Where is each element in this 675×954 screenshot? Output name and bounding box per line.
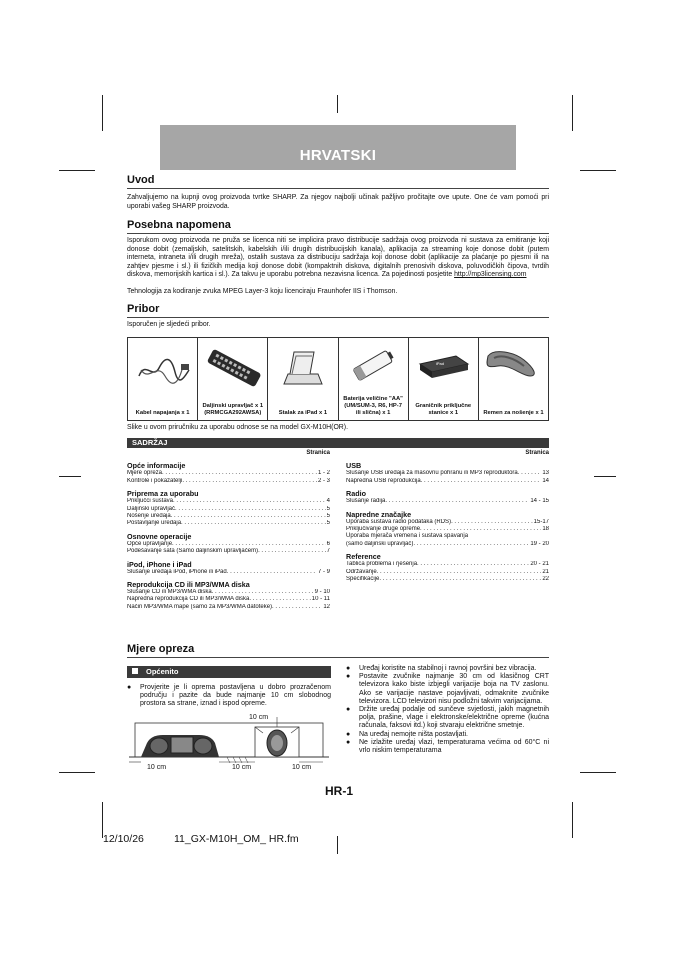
dock-adapter-icon xyxy=(416,346,470,382)
toc-entry-label: Način MP3/WMA mape (samo za MP3/WMA datoteke) xyxy=(127,603,273,610)
accessory-cell xyxy=(409,338,479,420)
toc-entry-label: (samo daljinski upravljač) xyxy=(346,540,414,547)
toc-entry-label: Napredna reprodukcija CD ili MP3/WMA diska xyxy=(127,596,250,603)
posebna-text2: Tehnologija za kodiranje zvuka MPEG Layer-3 koju licenciraju Fraunhofer IIS i Thomson. xyxy=(127,288,398,295)
accessory-caption: Remen za nošenje x 1 xyxy=(483,410,544,416)
toc-entry xyxy=(346,478,549,485)
toc-section-title: Radio xyxy=(346,489,366,499)
toc-entry-page: 14 - 15 xyxy=(530,498,549,505)
diagram-label-middle: 10 cm xyxy=(232,764,252,771)
power-cable-icon xyxy=(135,346,191,386)
divider xyxy=(127,233,549,234)
toc-entry xyxy=(127,470,330,477)
diagram-label-right: 10 cm xyxy=(292,764,312,771)
accessory-caption: Stalak za iPad x 1 xyxy=(278,410,328,416)
right-bullets xyxy=(346,665,549,755)
toc-section-title: Napredne značajke xyxy=(346,509,412,519)
toc-entry xyxy=(127,596,330,603)
toc-entry-page: 7 - 9 xyxy=(317,568,330,575)
accessories-table xyxy=(127,337,549,421)
posebna-text xyxy=(127,237,549,280)
accessory-caption: Daljinski upravljač x 1 (RRMCGA292AWSA) xyxy=(202,403,264,416)
toc-entry-page: 6 xyxy=(326,540,330,547)
uvod-text: Zahvaljujemo na kupnji ovog proizvoda tvrtke SHARP. Za njegov najbolji učinak pažljivo pročitajte ove upute. One će vam pomoći pri uporabi vašeg SHARP proizvoda. xyxy=(127,194,549,210)
toc-entry-label: Tablica problema i rješenja xyxy=(346,561,418,568)
toc-entry-page: 4 xyxy=(326,498,330,505)
pribor-heading: Pribor xyxy=(127,303,160,315)
toc-entry xyxy=(127,589,330,596)
uvod-heading: Uvod xyxy=(127,174,155,186)
toc-entry-page: 15-17 xyxy=(533,518,549,525)
toc-section-title: Priprema za uporabu xyxy=(127,489,199,499)
crop-mark xyxy=(59,170,95,171)
toc-section-title: Osnovne operacije xyxy=(127,531,192,541)
posebna-body: Isporukom ovog proizvoda ne pruža se licenca niti se implicira pravo distribucije sadržaja ovog proizvoda ni sustava za emitiranje koji donose dobit (zemaljskih, satelitskih, kabelskih i/ili drugih distribucijskih kanala), aplikacija za streaming koje donose dobit (putem interneta, intraneta i/ili drugih mreža), ostalih sustava za distribuciju sadržaja koji donose dobit (aplikacije za plaćanje po pjesmi ili na zahtjev pjesme i sl.) ili fizičkih medija koji donose dobit (kompaktnih diskova, digitalnih prenosivih diskova, poluvodičkih čipova, tvrdih diskova, memorijskih kartica i sl.). Za takvu je uporabu potrebna nezavisna licenca. Za pojedinosti posjetite xyxy=(127,237,549,278)
toc-entry-label: Slušanje uređaja iPod, iPhone ili iPad xyxy=(127,568,227,575)
toc-entry xyxy=(127,513,330,520)
ipad-stand-icon xyxy=(278,346,328,390)
toc-entry-label: Slušanje radija xyxy=(346,498,386,505)
accessory-cell xyxy=(198,338,268,420)
toc-entry-page: 21 xyxy=(542,568,549,575)
diagram-label-left: 10 cm xyxy=(147,764,167,771)
toc-entry-label: Uporaba mjerača vremena i sustava spavanja xyxy=(346,533,469,540)
toc-entry-label: Slušanje CD ili MP3/WMA diska xyxy=(127,589,212,596)
toc-entry-label: Uporaba sustava radio podataka (RDS) xyxy=(346,518,452,525)
accessory-cell xyxy=(479,338,548,420)
toc-entry xyxy=(346,526,549,533)
toc-entry xyxy=(127,569,330,576)
toc-section-title: Reference xyxy=(346,552,381,562)
toc-entry-page: 5 xyxy=(326,520,330,527)
pribor-intro: Isporučen je sljedeći pribor. xyxy=(127,321,211,328)
bullet-item: ● Ne izlažite uređaj vlazi, temperaturama većima od 60°C ni vrlo niskim temperaturama xyxy=(346,739,549,755)
toc-entry-page: 10 - 11 xyxy=(311,596,330,603)
toc-entry-page: 9 - 10 xyxy=(314,589,330,596)
general-subheader: Općenito xyxy=(127,666,331,678)
accessory-cell xyxy=(128,338,198,420)
toc-header: SADRŽAJ xyxy=(127,438,549,448)
toc-entry-label: Kontrole i pokazatelji xyxy=(127,477,183,484)
toc-section-title: USB xyxy=(346,461,362,471)
svg-text:iPad: iPad xyxy=(436,361,445,366)
toc-entry-label: Slušanje USB uređaja za masovnu pohranu ili MP3 reproduktora xyxy=(346,470,518,477)
license-link[interactable]: http://mp3licensing.com xyxy=(454,271,527,278)
toc-entry xyxy=(127,548,330,555)
accessory-caption: Baterija veličine "AA" (UM/SUM-3, R6, HP-7 ili slična) x 1 xyxy=(343,396,403,416)
toc-entry xyxy=(346,569,549,576)
accessory-caption: Kabel napajanja x 1 xyxy=(135,410,190,416)
toc-entry-page: 19 - 20 xyxy=(530,540,549,547)
crop-mark xyxy=(337,95,338,113)
toc-entry xyxy=(127,541,330,548)
posebna-heading: Posebna napomena xyxy=(127,219,231,231)
divider xyxy=(127,188,549,189)
toc-entry xyxy=(346,541,549,548)
square-icon xyxy=(132,668,138,674)
page-number: HR-1 xyxy=(325,784,354,798)
footer-date: 12/10/26 xyxy=(103,833,144,845)
toc-entry-label: Nošenje uređaja xyxy=(127,513,171,520)
toc-entry-page: 5 xyxy=(326,505,330,512)
accessory-caption: Graničnik priključne stanice x 1 xyxy=(415,403,472,416)
carrying-strap-icon xyxy=(484,346,542,382)
toc-entry-label: Podešavanje sata (Samo daljinskim upravljačem) xyxy=(127,548,259,555)
toc-entry-page: 14 xyxy=(542,477,549,484)
toc-entry-page: 2 - 3 xyxy=(317,477,330,484)
divider xyxy=(127,657,549,658)
toc-entry xyxy=(346,576,549,583)
toc-page-label: Stranica xyxy=(525,450,549,456)
bullet-item: ● Provjerite je li oprema postavljena u dobro prozračenom području i pazite da bude najmanje 10 cm slobodnog prostora sa strane, iznad i ispod opreme. xyxy=(127,684,331,709)
toc-entry xyxy=(346,498,549,505)
toc-entry-page: 12 xyxy=(323,603,330,610)
mjere-heading: Mjere opreza xyxy=(127,643,195,655)
toc-entry-page: 7 xyxy=(326,548,330,555)
crop-mark xyxy=(102,95,103,131)
crop-mark xyxy=(59,476,81,477)
toc-entry-page: 20 - 21 xyxy=(530,561,549,568)
crop-mark xyxy=(337,836,338,854)
toc-entry-page: 18 xyxy=(542,526,549,533)
accessory-cell xyxy=(268,338,338,420)
crop-mark xyxy=(580,772,616,773)
toc-entry xyxy=(346,561,549,568)
toc-section-title: Opće informacije xyxy=(127,461,186,471)
remote-control-icon xyxy=(203,346,263,390)
toc-left-column xyxy=(127,450,330,611)
toc-entry-label: Priključci sustava xyxy=(127,498,174,505)
toc-entry-label: Daljinski upravljač xyxy=(127,505,176,512)
battery-icon xyxy=(348,346,398,386)
accessory-cell xyxy=(339,338,409,420)
bullet-item: ● Uređaj koristite na stabilnoj i ravnoj površini bez vibracija. xyxy=(346,665,549,673)
toc-entry-label: Specifikacije xyxy=(346,576,380,583)
bullet-item: ● Držite uređaj podalje od sunčeve svjetlosti, jakih magnetnih polja, prašine, vlage i elektronske/električne opreme (kućna računala, faksovi itd.) koji stvaraju električne smetnje. xyxy=(346,706,549,731)
toc-entry xyxy=(127,520,330,527)
toc-page-label: Stranica xyxy=(306,450,330,456)
toc-entry-page: 22 xyxy=(542,576,549,583)
crop-mark xyxy=(594,476,616,477)
toc-entry xyxy=(346,519,549,526)
footer-filename: 11_GX-M10H_OM_ HR.fm xyxy=(174,833,299,845)
toc-entry xyxy=(127,498,330,505)
crop-mark xyxy=(572,95,573,131)
toc-entry xyxy=(127,506,330,513)
toc-entry-page: 5 xyxy=(326,513,330,520)
toc-entry-label: Mjere opreza xyxy=(127,470,163,477)
pribor-note: Slike u ovom priručniku za uporabu odnose se na model GX-M10H(OR). xyxy=(127,424,348,431)
toc-entry-page: 13 xyxy=(542,470,549,477)
toc-entry-label: Priključivanje druge opreme xyxy=(346,526,421,533)
toc-entry-page: 1 - 2 xyxy=(317,470,330,477)
diagram-label-top: 10 cm xyxy=(249,714,269,721)
bullet-item: ● Postavite zvučnike najmanje 30 cm od klasičnog CRT televizora kako biste izbjegli varijacije boja na TV zaslonu. Ako se varijacije nastave pojavljivati, odmaknite zvučnike televizora. LCD televizori nisu podložni takvim varijacijama. xyxy=(346,673,549,706)
toc-entry-label: Održavanje xyxy=(346,568,377,575)
left-bullets xyxy=(127,684,331,709)
divider xyxy=(127,317,549,318)
language-header xyxy=(160,125,516,170)
crop-mark xyxy=(572,802,573,838)
language-title: HRVATSKI xyxy=(299,147,377,164)
toc-section-title: iPod, iPhone i iPad xyxy=(127,559,192,569)
toc-entry xyxy=(127,604,330,611)
toc-entry-label: Opće upravljanje xyxy=(127,540,173,547)
crop-mark xyxy=(59,772,95,773)
toc-section-title: Reprodukcija CD ili MP3/WMA diska xyxy=(127,580,250,590)
crop-mark xyxy=(580,170,616,171)
toc-entry xyxy=(346,470,549,477)
toc-entry-label: Postavljanje uređaja xyxy=(127,520,182,527)
toc-entry-label: Napredna USB reprodukcija xyxy=(346,477,421,484)
bullet-item: ● Na uređaj nemojte ništa postavljati. xyxy=(346,731,549,739)
toc-entry xyxy=(127,478,330,485)
toc-right-column xyxy=(346,450,549,583)
